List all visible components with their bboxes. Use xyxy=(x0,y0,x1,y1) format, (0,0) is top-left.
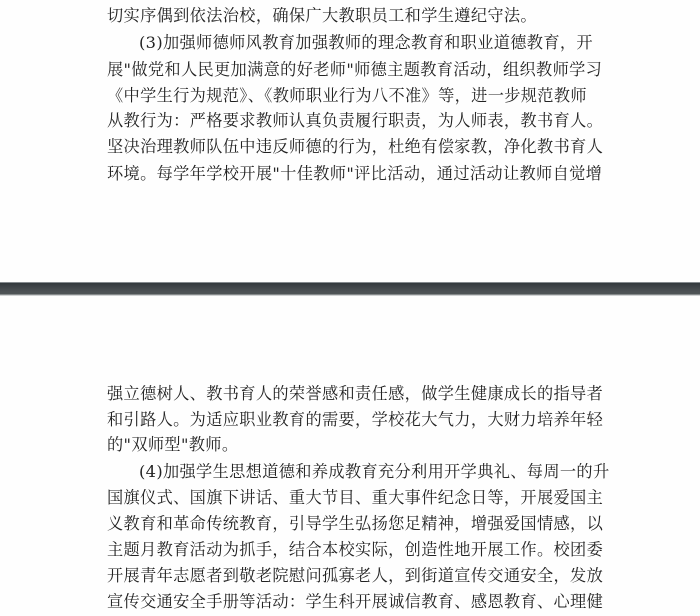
text-line: 和引路人。为适应职业教育的需要，学校花大气力，大财力培养年轻 xyxy=(107,410,604,429)
page-separator xyxy=(0,282,700,296)
text-line: (4)加强学生思想道德和养成教育充分利用开学典礼、每周一的升 xyxy=(139,462,610,481)
text-line: 的"双师型"教师。 xyxy=(107,435,239,454)
text-line: 主题月教育活动为抓手，结合本校实际，创造性地开展工作。校团委 xyxy=(107,540,604,559)
text-line: 《中学生行为规范》、《教师职业行为八不准》等，进一步规范教师 xyxy=(107,86,587,105)
text-line: 宣传交通安全手册等活动：学生科开展诚信教育、感恩教育、心理健 xyxy=(107,592,604,611)
text-line: 切实序偶到依法治校，确保广大教职员工和学生遵纪守法。 xyxy=(107,6,537,25)
document-page-bottom xyxy=(0,296,700,616)
text-line: 坚决治理教师队伍中违反师德的行为，杜绝有偿家教，净化教书育人 xyxy=(107,137,604,156)
text-line: 国旗仪式、国旗下讲话、重大节目、重大事件纪念日等，开展爱国主 xyxy=(107,488,604,507)
text-line: (3)加强师德师风教育加强教师的理念教育和职业道德教育，开 xyxy=(139,33,593,52)
text-line: 展"做党和人民更加满意的好老师"师德主题教育活动，组织教师学习 xyxy=(107,60,603,79)
text-line: 强立德树人、教书育人的荣誉感和责任感，做学生健康成长的指导者 xyxy=(107,384,604,403)
document-page-top xyxy=(0,0,700,282)
text-line: 开展青年志愿者到敬老院慰问孤寡老人，到街道宣传交通安全，发放 xyxy=(107,566,604,585)
text-line: 义教育和革命传统教育，引导学生弘扬您足精神，增强爱国情感，以 xyxy=(107,514,604,533)
text-line: 环境。每学年学校开展"十佳教师"评比活动，通过活动让教师自觉增 xyxy=(107,164,603,183)
text-line: 从教行为：严格要求教师认真负责履行职责，为人师表，教书育人。 xyxy=(107,111,604,130)
